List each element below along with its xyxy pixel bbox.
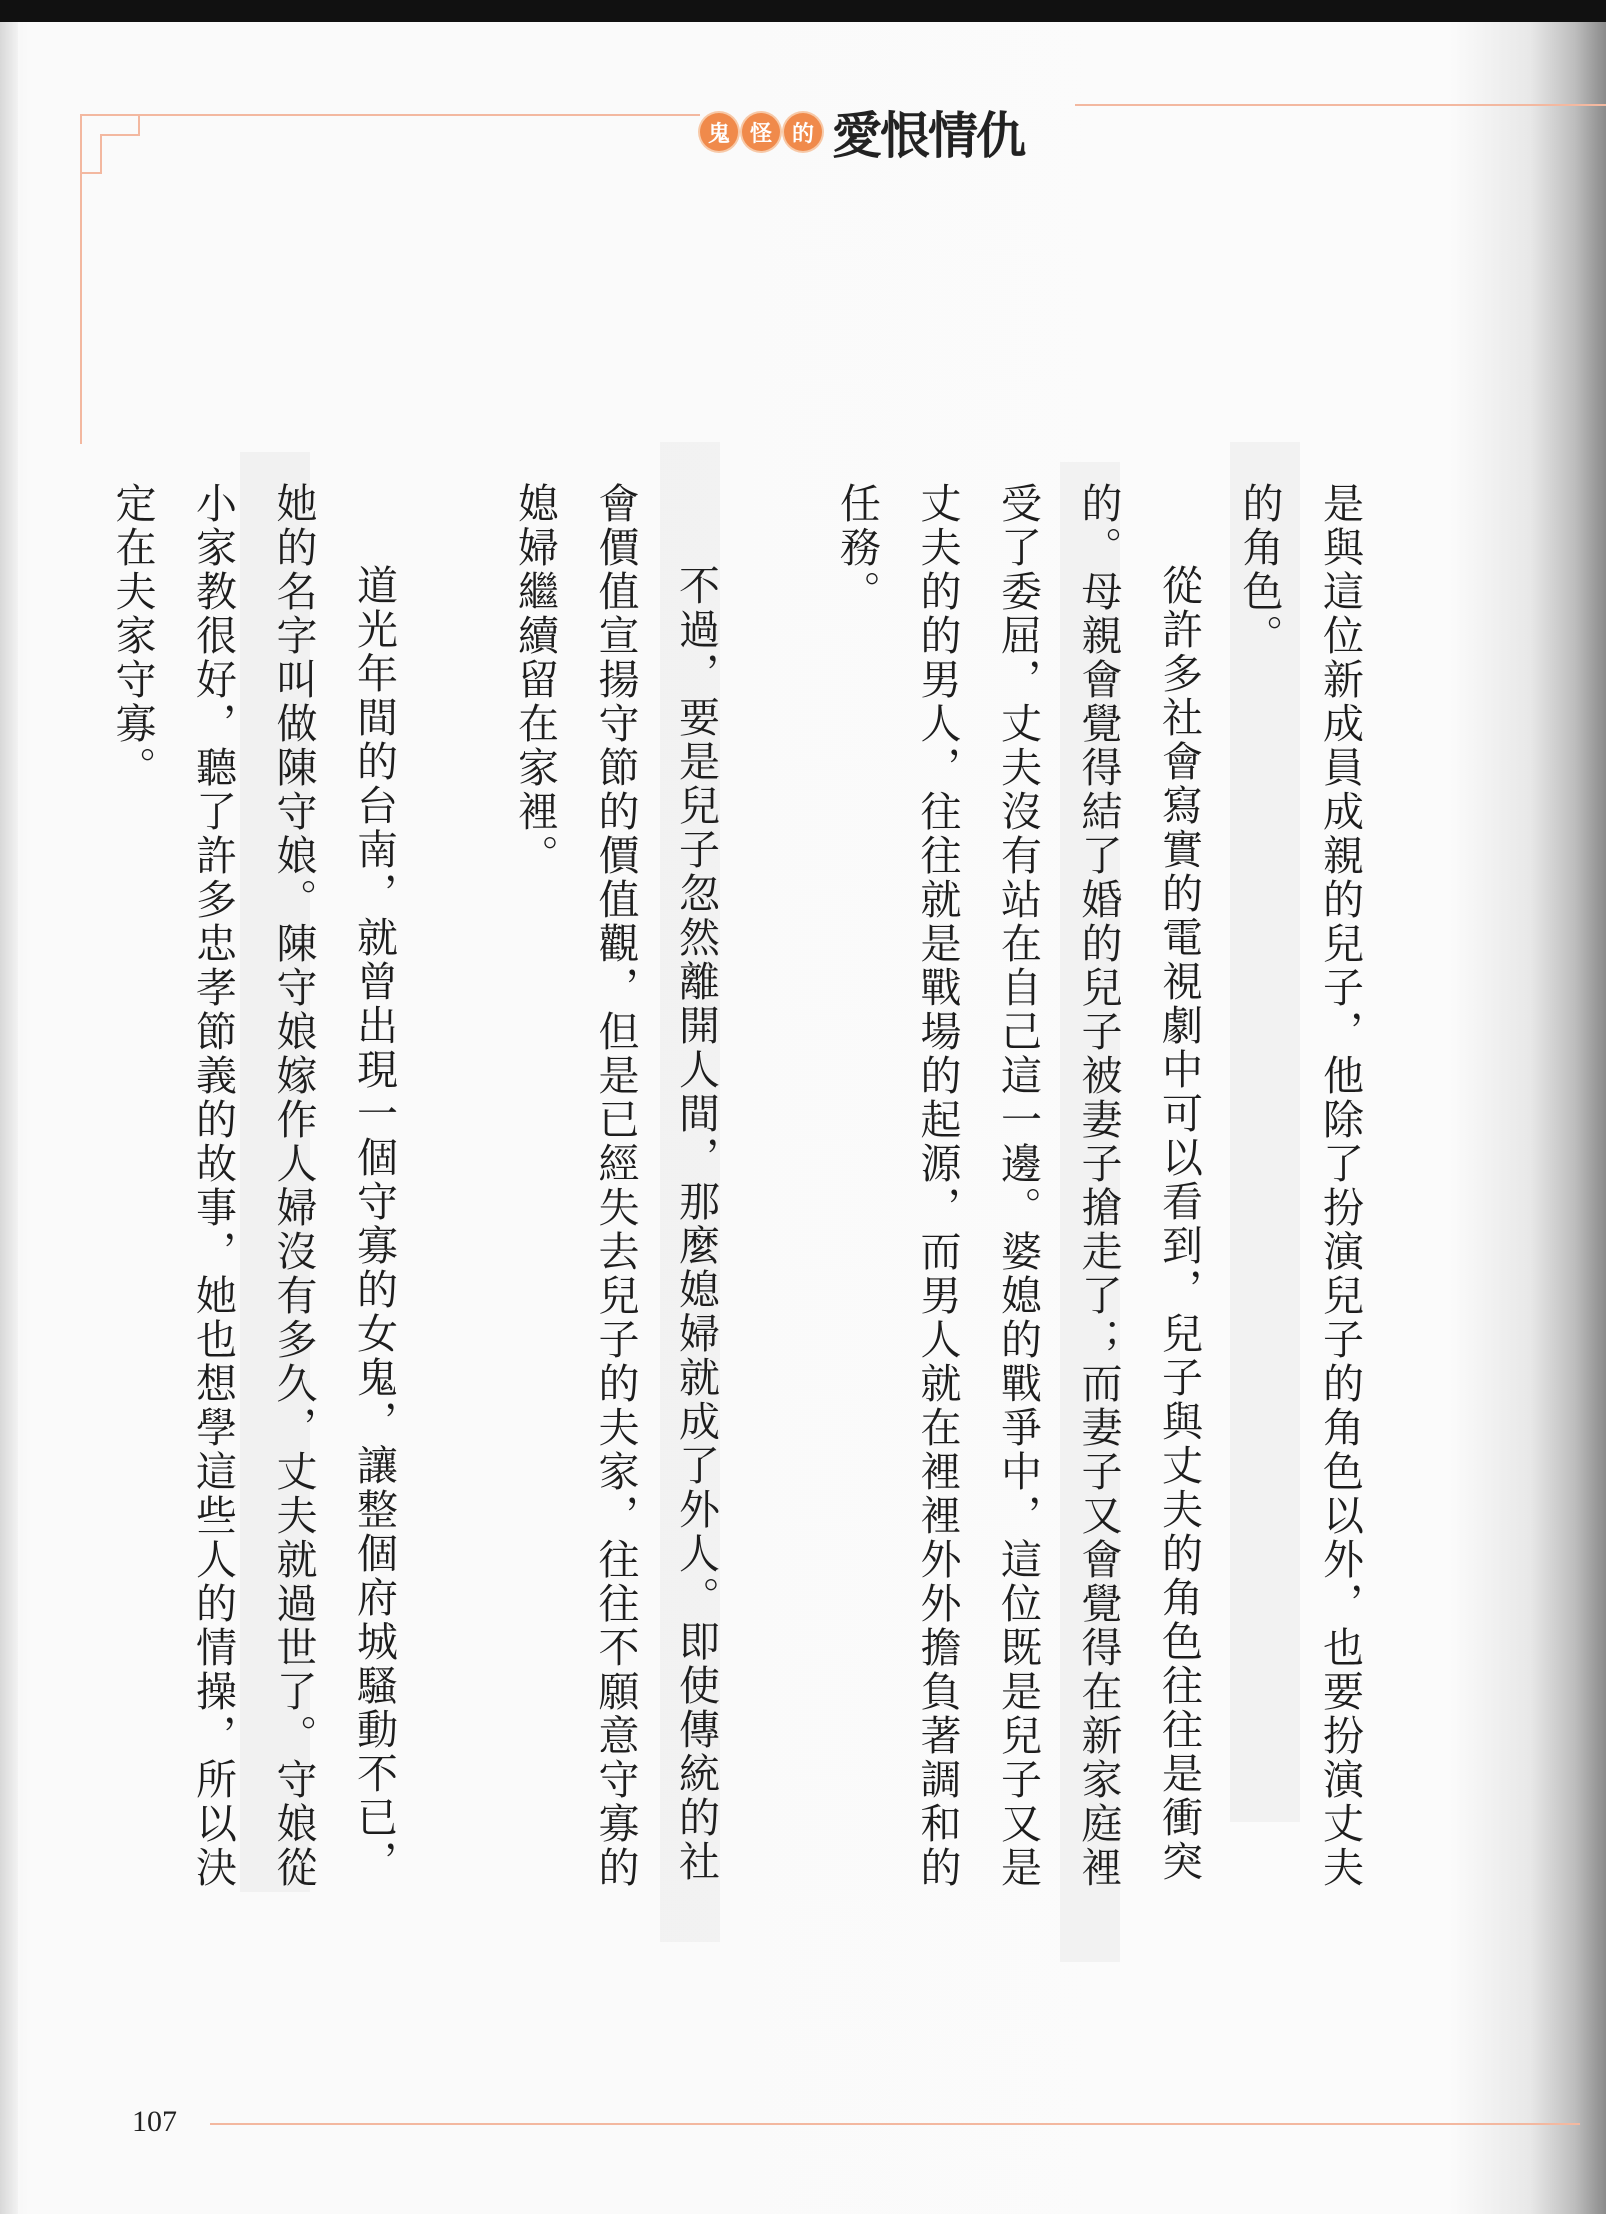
header-frame-left-vertical <box>80 114 82 444</box>
header-frame-top-right <box>1075 104 1606 106</box>
header-frame-inner-stub <box>80 172 102 174</box>
page-number: 107 <box>132 2105 177 2138</box>
paragraph: 是與這位新成員成親的兒子，他除了扮演兒子的角色以外，也要扮演丈夫的角色。 <box>1235 482 1364 1890</box>
header-badge: 怪 <box>742 113 780 151</box>
paragraph: 不過，要是兒子忽然離開人間，那麼媳婦就成了外人。即使傳統的社會價值宣揚守節的價值觀，但是已經失去兒子的夫家，往往不願意守寡的媳婦繼續留在家裡。 <box>511 482 720 1890</box>
header-title: 愛恨情仇 <box>832 107 1024 165</box>
scan-top-edge <box>0 0 1606 22</box>
header-badge: 鬼 <box>700 113 738 151</box>
header-badge: 的 <box>784 113 822 151</box>
footer-rule <box>210 2123 1580 2125</box>
paragraph: 道光年間的台南，就曾出現一個守寡的女鬼，讓整個府城騷動不已，她的名字叫做陳守娘。陳守娘嫁作人婦沒有多久，丈夫就過世了。守娘從小家教很好，聽了許多忠孝節義的故事，她也想學這些人的情操，所以決定在夫家守寡。 <box>108 482 398 1890</box>
page-binding-edge <box>0 22 18 2214</box>
body-text <box>108 482 1380 1922</box>
header-frame-top-left <box>80 114 700 116</box>
header-frame-inner-vertical <box>100 134 102 174</box>
header-frame-inner-stub <box>138 114 140 136</box>
running-header <box>700 92 1024 172</box>
header-frame-inner-horizontal <box>100 134 140 136</box>
paragraph: 從許多社會寫實的電視劇中可以看到，兒子與丈夫的角色往往是衝突的。母親會覺得結了婚的兒子被妻子搶走了；而妻子又會覺得在新家庭裡受了委屈，丈夫沒有站在自己這一邊。婆媳的戰爭中，這位既是兒子又是丈夫的的男人，往往就是戰場的起源，而男人就在裡裡外外擔負著調和的任務。 <box>833 482 1203 1890</box>
book-page <box>0 22 1606 2214</box>
